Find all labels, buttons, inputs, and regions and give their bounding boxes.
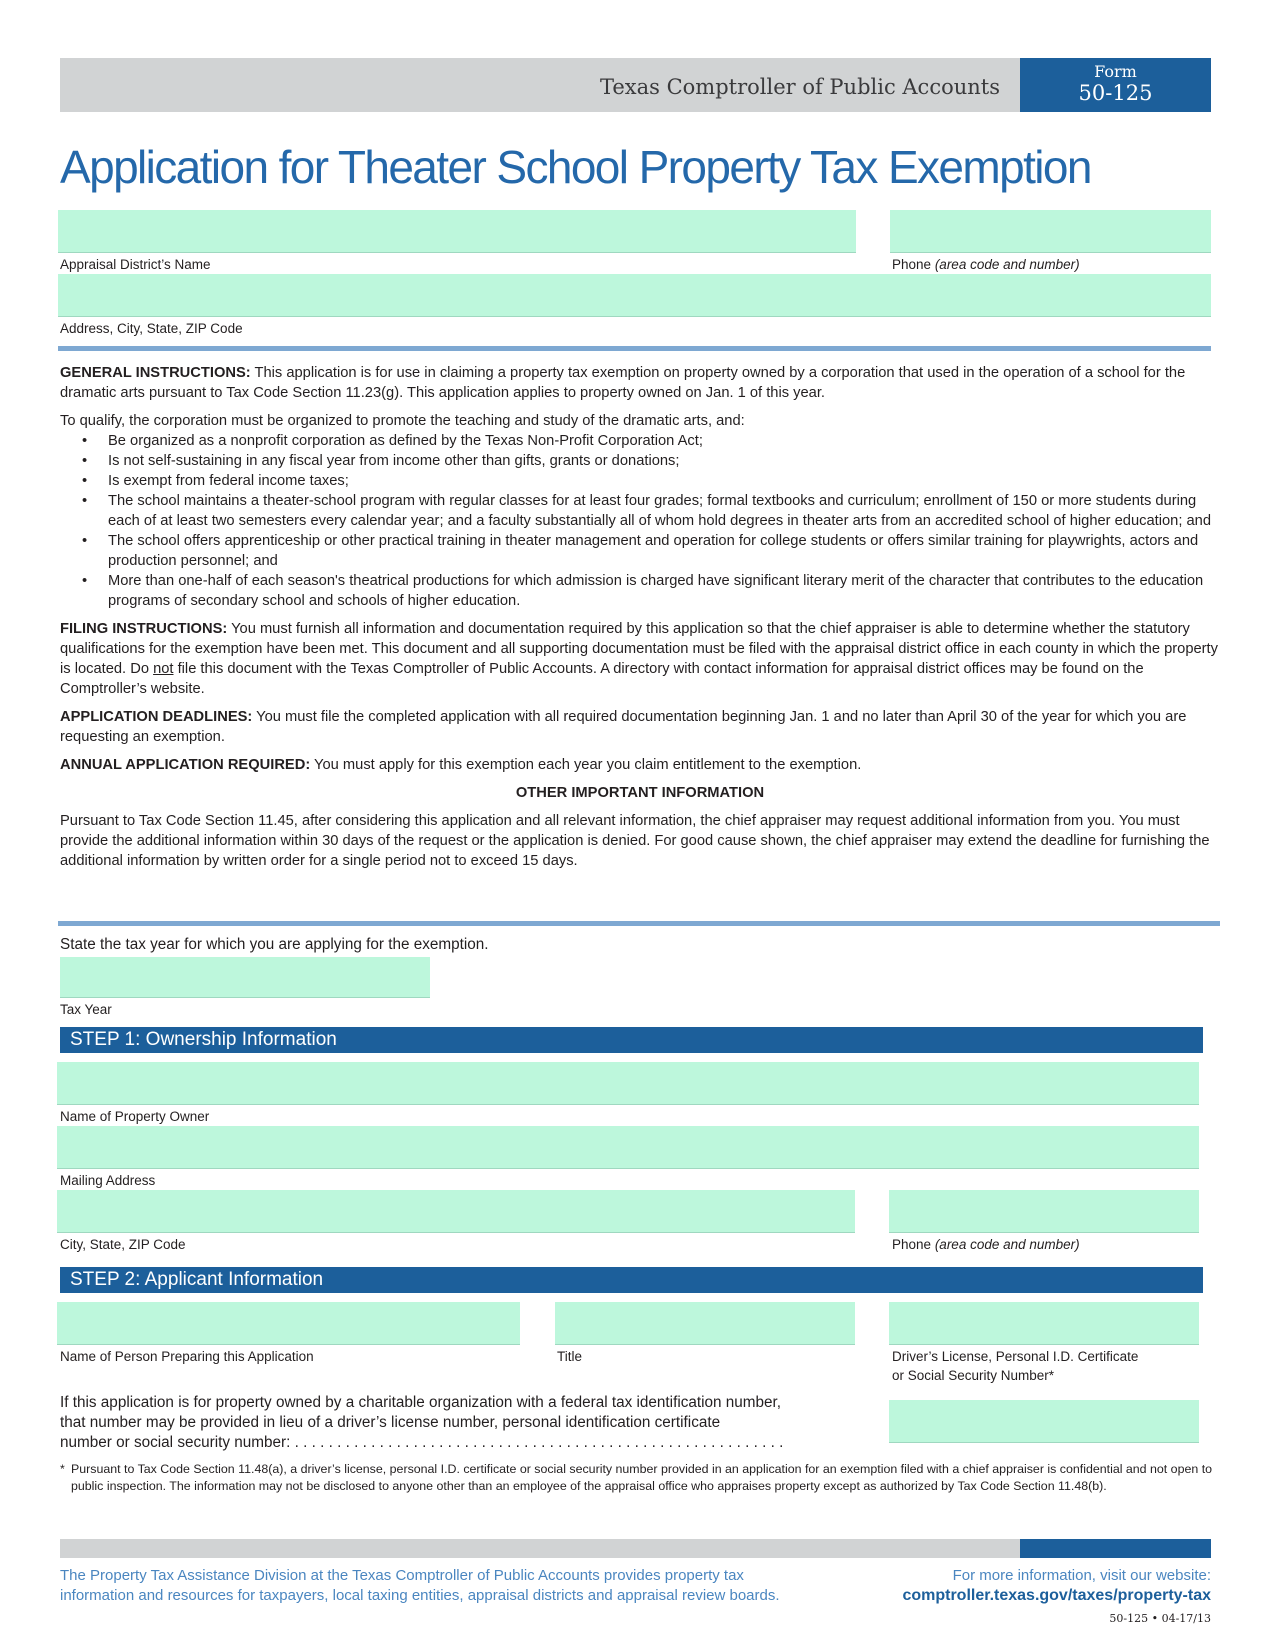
- list-item: • More than one-half of each season's theatrical productions for which admission is charged have significant literary merit of the character that contributes to the education programs of secondary school and schools of higher education.: [82, 573, 1204, 609]
- footer-bar-accent: [1020, 1539, 1211, 1558]
- preparer-id-label-line2: or Social Security Number*: [892, 1368, 1055, 1383]
- section-divider: [58, 346, 1211, 351]
- appraisal-district-phone-label: Phone (area code and number): [892, 257, 1080, 272]
- website-link[interactable]: comptroller.texas.gov/taxes/property-tax: [902, 1587, 1211, 1604]
- section-divider: [58, 921, 1220, 926]
- preparer-name-label: Name of Person Preparing this Application: [60, 1349, 314, 1364]
- preparer-title-input[interactable]: [555, 1302, 855, 1345]
- step1-header: STEP 1: Ownership Information: [60, 1027, 1203, 1053]
- page-title: Application for Theater School Property Tax Exemption: [60, 141, 1091, 193]
- property-owner-name-label: Name of Property Owner: [60, 1109, 210, 1124]
- preparer-id-label: Driver’s License, Personal I.D. Certificate: [892, 1349, 1139, 1364]
- list-item: • Is exempt from federal income taxes;: [82, 473, 349, 489]
- tax-year-input[interactable]: [60, 957, 430, 998]
- annual-application: ANNUAL APPLICATION REQUIRED: You must apply for this exemption each year you claim entitlement to the exemption.: [60, 757, 862, 773]
- footer-bar: [60, 1539, 1020, 1558]
- appraisal-district-name-label: Appraisal District’s Name: [60, 257, 211, 272]
- tax-year-label: Tax Year: [60, 1002, 112, 1017]
- list-item: • The school offers apprenticeship or other practical training in theater management and operation for college students or offers similar training for playwrights, actors and production personnel; and: [82, 533, 1199, 569]
- appraisal-district-name-input[interactable]: [58, 210, 856, 253]
- mailing-address-label: Mailing Address: [60, 1173, 156, 1188]
- filing-instructions: FILING INSTRUCTIONS: You must furnish all information and documentation required by this application so that the chief appraiser is able to determine whether the statutory qualifications for the exemption have been met. This document and all supporting documentation must be filed with the appraisal district office in each county in which the property is located. Do not file this document with the Texas Comptroller of Public Accounts. A directory with contact information for appraisal district offices may be found on the Comptroller’s website.: [60, 621, 1218, 697]
- form-revision-code: 50-125 • 04-17/13: [1109, 1612, 1211, 1625]
- form-number-box: [1020, 58, 1211, 112]
- form-label: Form: [1094, 62, 1137, 81]
- footer-website: For more information, visit our website: comptroller.texas.gov/taxes/property-tax: [850, 1566, 1211, 1606]
- footer-description: The Property Tax Assistance Division at the Texas Comptroller of Public Accounts provides property tax information and resources for taxpayers, local taxing entities, appraisal districts and appraisal review boards.: [60, 1567, 780, 1604]
- owner-city-state-zip-label: City, State, ZIP Code: [60, 1237, 186, 1252]
- preparer-name-input[interactable]: [57, 1302, 520, 1345]
- owner-phone-input[interactable]: [889, 1190, 1199, 1233]
- list-item: • Is not self-sustaining in any fiscal year from income other than gifts, grants or donations;: [82, 453, 680, 469]
- other-info-heading: OTHER IMPORTANT INFORMATION: [515, 785, 765, 801]
- agency-name: Texas Comptroller of Public Accounts: [599, 75, 1000, 99]
- confidentiality-footnote: * Pursuant to Tax Code Section 11.48(a), a driver’s license, personal I.D. certificate or social security number provided in an application for an exemption filed with a chief appraiser is confidential and not open to public inspection. The information may not be disclosed to anyone other than an employee of the appraisal office who appraises property except as authorized by Tax Code Section 11.48(b).: [60, 1462, 1213, 1493]
- instructions-block: [60, 363, 1220, 879]
- preparer-title-label: Title: [557, 1349, 583, 1364]
- qualification-list: [60, 431, 1220, 611]
- appraisal-district-phone-input[interactable]: [890, 210, 1211, 253]
- preparer-id-input[interactable]: [889, 1302, 1199, 1345]
- qualify-intro: To qualify, the corporation must be organized to promote the teaching and study of the dramatic arts, and:: [60, 413, 745, 429]
- step2-header: STEP 2: Applicant Information: [60, 1267, 1203, 1293]
- tax-year-prompt: State the tax year for which you are applying for the exemption.: [60, 936, 489, 953]
- other-info-text: Pursuant to Tax Code Section 11.45, after considering this application and all relevant information, the chief appraiser may request additional information from you. You must provide the additional information within 30 days of the request or the application is denied. For good cause shown, the chief appraiser may extend the deadline for furnishing the additional information by written order for a single period not to exceed 15 days.: [60, 813, 1210, 869]
- form-number: 50-125: [1078, 81, 1153, 105]
- fein-input[interactable]: [889, 1400, 1199, 1443]
- general-instructions: GENERAL INSTRUCTIONS: This application is for use in claiming a property tax exemption on property owned by a corporation that used in the operation of a school for the dramatic arts pursuant to Tax Code Section 11.23(g). This application applies to property owned on Jan. 1 of this year.: [60, 365, 1186, 401]
- list-item: • The school maintains a theater-school program with regular classes for at least four grades; formal textbooks and curriculum; enrollment of 150 or more students during each of at least two semesters every calendar year; and a faculty substantially all of whom hold degrees in theater arts from an accredited school of higher education; and: [82, 493, 1211, 529]
- appraisal-district-address-label: Address, City, State, ZIP Code: [60, 321, 243, 336]
- mailing-address-input[interactable]: [57, 1126, 1199, 1169]
- list-item: • Be organized as a nonprofit corporation as defined by the Texas Non-Profit Corporation Act;: [82, 433, 703, 449]
- owner-phone-label: Phone (area code and number): [892, 1237, 1080, 1252]
- application-deadlines: APPLICATION DEADLINES: You must file the completed application with all required documentation beginning Jan. 1 and no later than April 30 of the year for which you are requesting an exemption.: [60, 709, 1187, 745]
- fein-note: If this application is for property owned by a charitable organization with a federal tax identification number, that number may be provided in lieu of a driver’s license number, personal identification certificate number or social security number: . . . . . . . . . . . . . . . . . . . . . . . . . . . . . . . . . . . . . . . . . . . . . . . . . . . . . . . . . .: [60, 1394, 784, 1451]
- owner-city-state-zip-input[interactable]: [57, 1190, 855, 1233]
- appraisal-district-address-input[interactable]: [58, 274, 1211, 317]
- property-owner-name-input[interactable]: [57, 1062, 1199, 1105]
